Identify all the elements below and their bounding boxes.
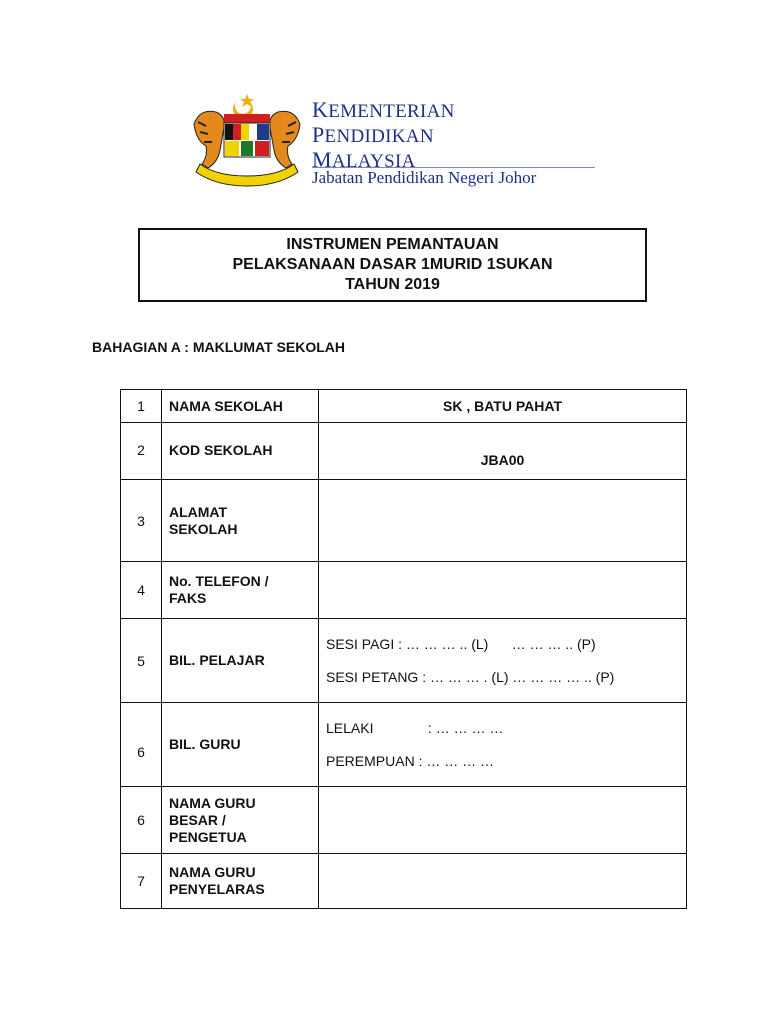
department-name: Jabatan Pendidikan Negeri Johor xyxy=(312,168,537,187)
row-number: 1 xyxy=(121,390,162,423)
row-label: NAMA GURU BESAR / PENGETUA xyxy=(162,787,319,854)
row-label: BIL. PELAJAR xyxy=(162,619,319,703)
row-label: BIL. GURU xyxy=(162,703,319,787)
row-label: KOD SEKOLAH xyxy=(162,423,319,480)
title-line-2: PELAKSANAAN DASAR 1MURID 1SUKAN xyxy=(232,256,553,273)
school-info-table xyxy=(120,389,687,909)
table-row xyxy=(121,619,687,703)
ministry-line-3: MALAYSIA xyxy=(312,147,416,172)
ministry-name xyxy=(312,98,455,173)
title-line-3: TAHUN 2019 xyxy=(345,276,440,293)
row-number: 5 xyxy=(121,619,162,703)
school-code-value[interactable]: JBA00 xyxy=(319,423,687,480)
ministry-line-1: KEMENTERIAN xyxy=(312,97,455,122)
afternoon-session-line: SESI PETANG : … … … . (L) … … … … .. (P) xyxy=(326,669,615,685)
school-name-value[interactable]: SK , BATU PAHAT xyxy=(319,390,687,423)
row-label: NAMA GURU PENYELARAS xyxy=(162,854,319,909)
male-teacher-line: LELAKI : … … … … xyxy=(326,720,504,736)
morning-session-line: SESI PAGI : … … … .. (L) … … … .. (P) xyxy=(326,636,596,652)
school-address-field[interactable] xyxy=(319,480,687,562)
coordinator-name-field[interactable] xyxy=(319,854,687,909)
female-teacher-line: PEREMPUAN : … … … … xyxy=(326,753,495,769)
phone-fax-field[interactable] xyxy=(319,562,687,619)
row-label: ALAMAT SEKOLAH xyxy=(162,480,319,562)
student-count-field[interactable] xyxy=(319,619,687,703)
ministry-line-2: PENDIDIKAN xyxy=(312,122,434,147)
row-number: 4 xyxy=(121,562,162,619)
row-number: 7 xyxy=(121,854,162,909)
row-label: No. TELEFON / FAKS xyxy=(162,562,319,619)
row-number: 2 xyxy=(121,423,162,480)
table-row xyxy=(121,854,687,909)
headmaster-name-field[interactable] xyxy=(319,787,687,854)
document-title xyxy=(138,228,647,302)
section-heading: BAHAGIAN A : MAKLUMAT SEKOLAH xyxy=(92,339,346,355)
row-number: 6 xyxy=(121,703,162,787)
row-number: 3 xyxy=(121,480,162,562)
title-line-1: INSTRUMEN PEMANTAUAN xyxy=(286,236,499,253)
table-row xyxy=(121,480,687,562)
row-number: 6 xyxy=(121,787,162,854)
table-row xyxy=(121,423,687,480)
table-row xyxy=(121,390,687,423)
row-label: NAMA SEKOLAH xyxy=(162,390,319,423)
table-row xyxy=(121,787,687,854)
teacher-count-field[interactable] xyxy=(319,703,687,787)
table-row xyxy=(121,703,687,787)
malaysia-coat-of-arms-icon xyxy=(186,94,308,190)
table-row xyxy=(121,562,687,619)
